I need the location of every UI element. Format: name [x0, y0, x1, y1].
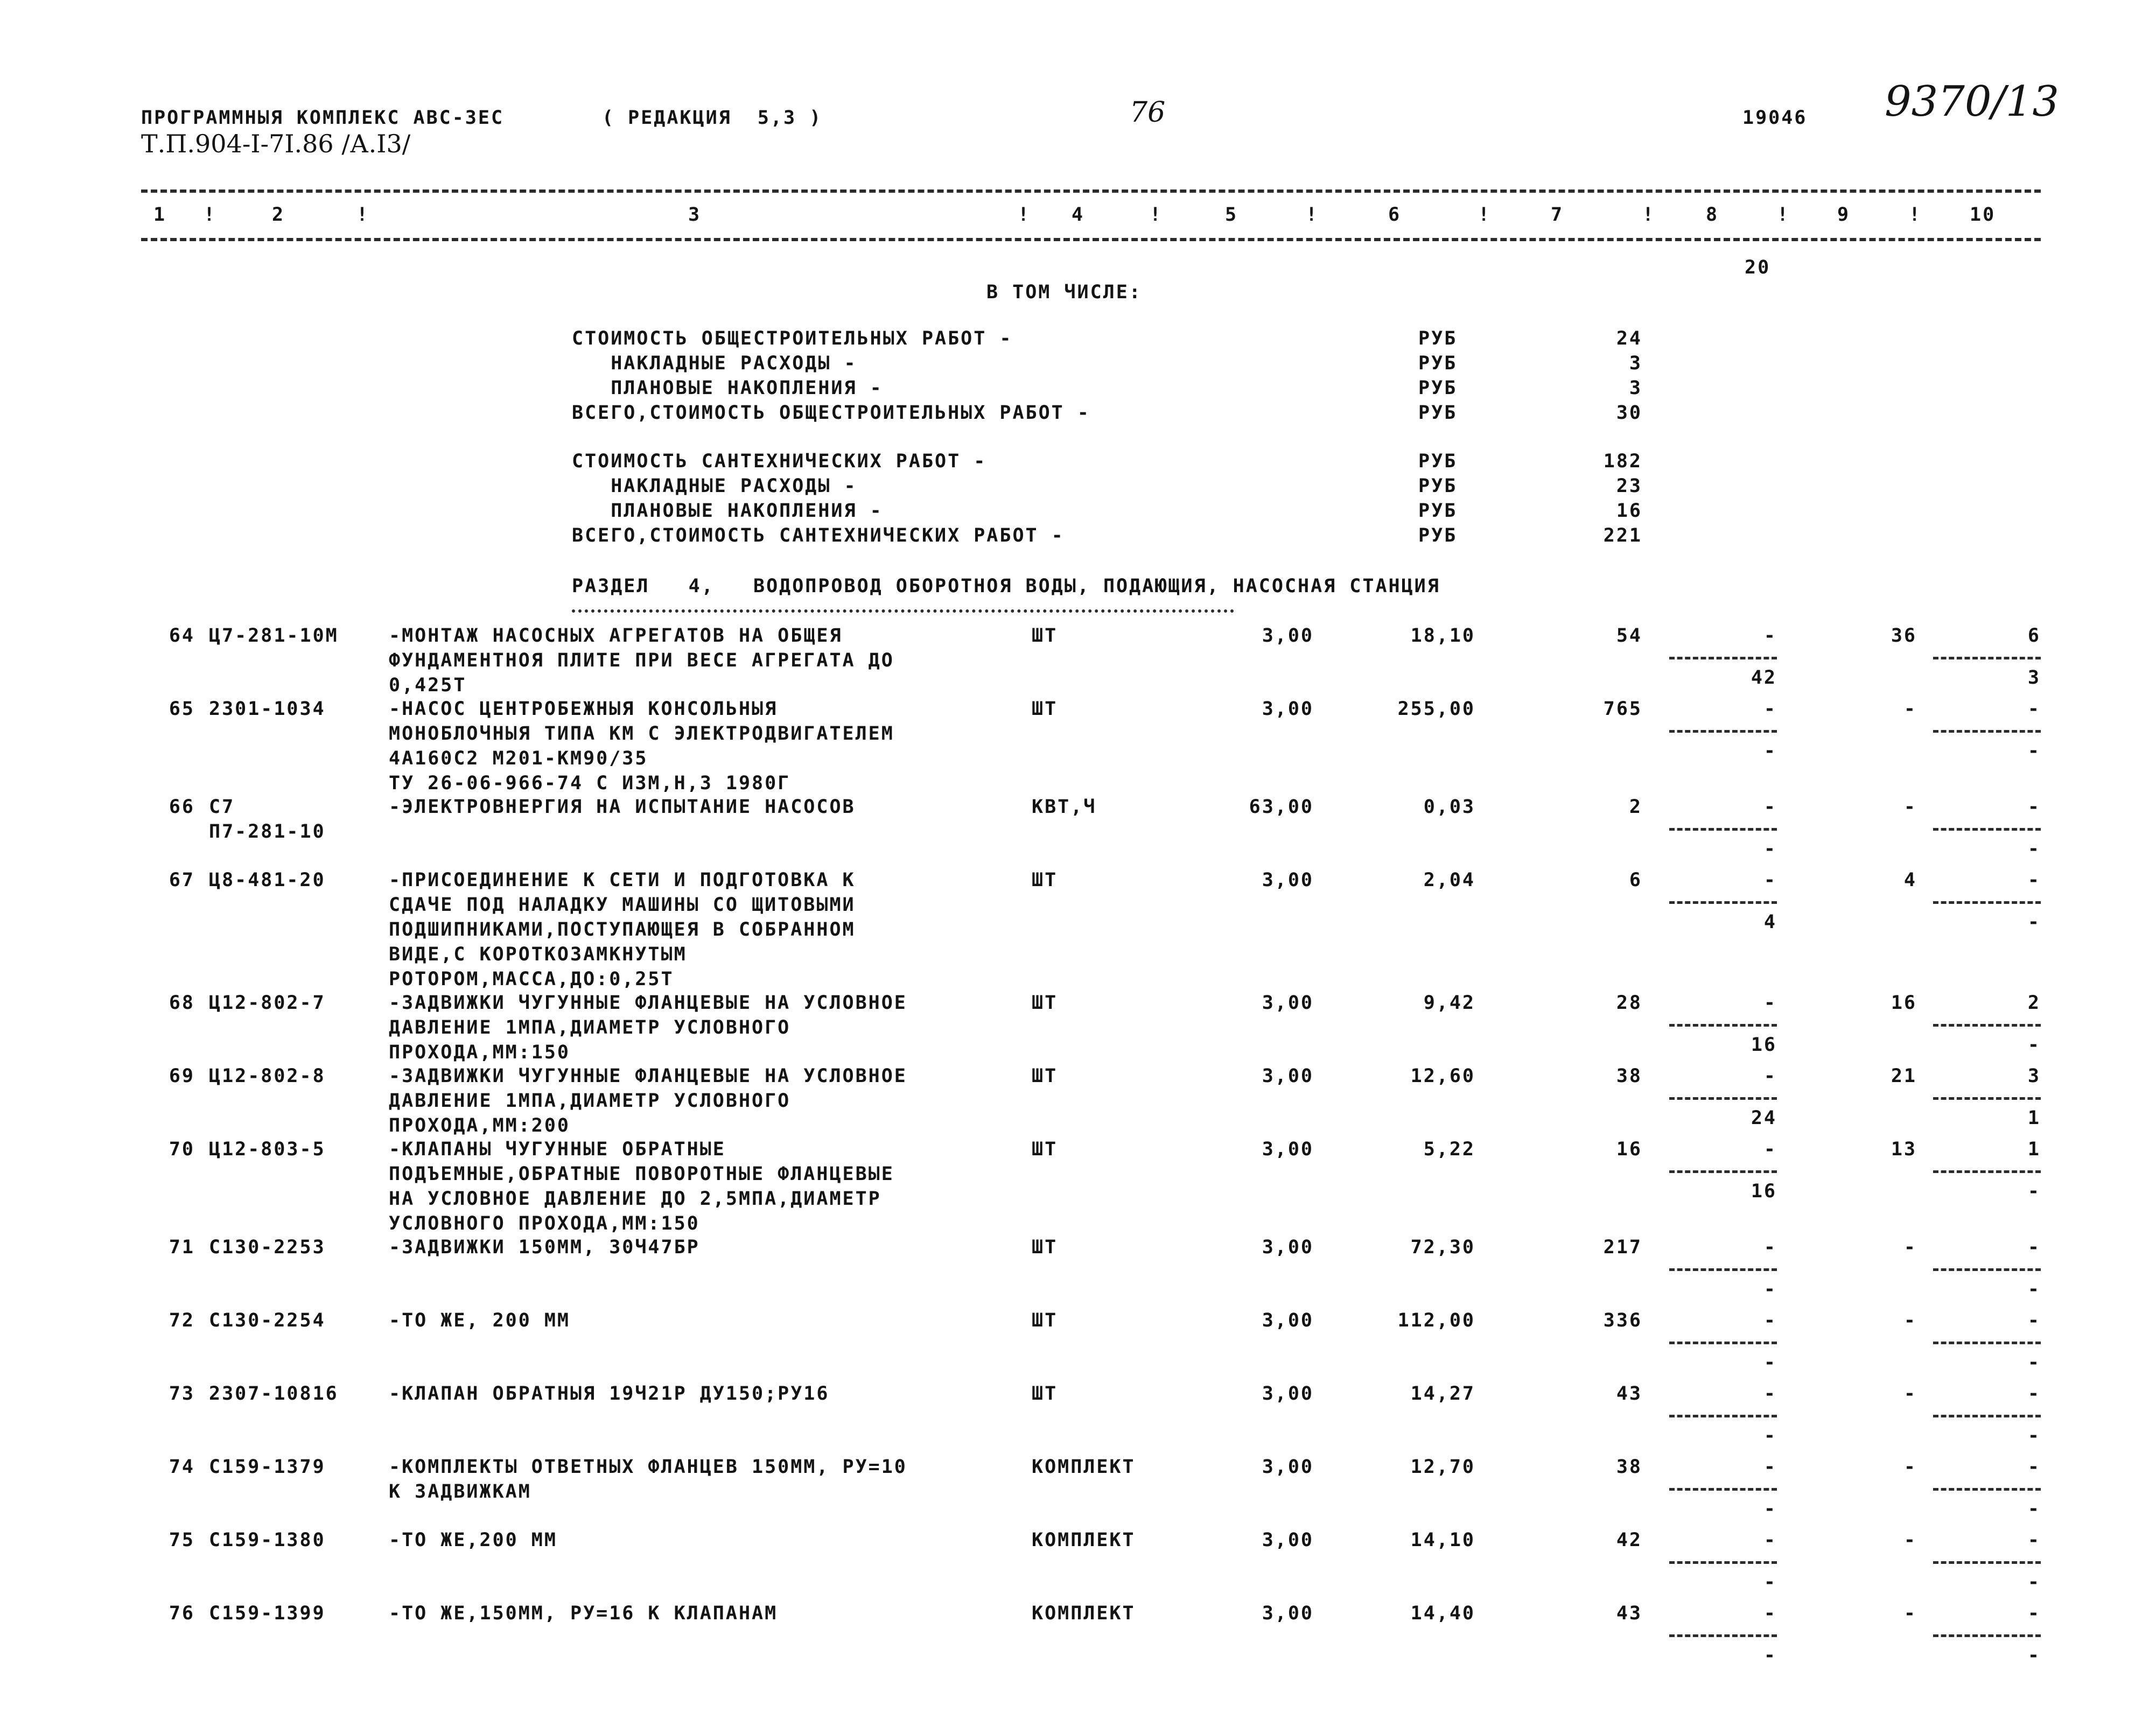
item-description: -ПРИСОЕДИНЕНИЕ К СЕТИ И ПОДГОТОВКА К: [389, 869, 856, 891]
col10-value: -: [2027, 869, 2041, 891]
item-number: 67: [169, 869, 195, 891]
summary-label: СТОИМОСТЬ САНТЕХНИЧЕСКИХ РАБОТ -: [572, 451, 987, 472]
col9-value: -: [1903, 1310, 1917, 1331]
col8-value: -: [1763, 1603, 1777, 1624]
item-description: НА УСЛОВНОЕ ДАВЛЕНИЕ ДО 2,5МПА,ДИАМЕТР: [389, 1188, 881, 1210]
top-rule: [141, 189, 2041, 193]
summary-value: 23: [1616, 475, 1642, 497]
summary-unit: РУБ: [1418, 377, 1458, 399]
col8-divider: [1669, 1268, 1777, 1271]
item-unit-price: 18,10: [1410, 625, 1475, 647]
item-unit: ШТ: [1032, 698, 1058, 720]
item-description: -МОНТАЖ НАСОСНЫХ АГРЕГАТОВ НА ОБЩЕЯ: [389, 625, 843, 647]
item-description: К ЗАДВИЖКАМ: [389, 1481, 531, 1503]
col8-value: -: [1763, 869, 1777, 891]
col-7: 7: [1551, 204, 1564, 226]
item-quantity: 63,00: [1249, 796, 1314, 818]
col8-lower-value: -: [1763, 1498, 1777, 1520]
item-quantity: 3,00: [1262, 1529, 1314, 1551]
summary-value: 3: [1629, 377, 1642, 399]
col10-lower-value: -: [2027, 1352, 2041, 1373]
section-underline: [572, 609, 1234, 613]
col-sep: !: [1150, 204, 1163, 226]
item-total: 336: [1603, 1310, 1642, 1331]
col8-lower-value: -: [1763, 1352, 1777, 1373]
item-total: 54: [1616, 625, 1642, 647]
col-sep: !: [1777, 204, 1790, 226]
col8-value: -: [1763, 1529, 1777, 1551]
item-unit: КОМПЛЕКТ: [1032, 1529, 1136, 1551]
item-unit-price: 12,60: [1410, 1065, 1475, 1087]
item-code: Ц12-803-5: [209, 1139, 326, 1160]
item-code: С159-1379: [209, 1456, 326, 1478]
col10-value: -: [2027, 1529, 2041, 1551]
summary-value: 182: [1603, 451, 1642, 472]
item-unit: КОМПЛЕКТ: [1032, 1603, 1136, 1624]
item-unit-price: 12,70: [1410, 1456, 1475, 1478]
item-description: -ЭЛЕКТРОВНЕРГИЯ НА ИСПЫТАНИЕ НАСОСОВ: [389, 796, 856, 818]
col-sep: !: [1018, 204, 1031, 226]
col8-value: -: [1763, 1456, 1777, 1478]
item-quantity: 3,00: [1262, 1310, 1314, 1331]
col-sep: !: [1642, 204, 1656, 226]
item-total: 38: [1616, 1456, 1642, 1478]
document-code: Т.П.904-I-7I.86 /А.I3/: [141, 129, 411, 158]
col10-value: -: [2027, 698, 2041, 720]
item-quantity: 3,00: [1262, 1237, 1314, 1258]
col9-value: 4: [1903, 869, 1917, 891]
col10-divider: [1933, 1097, 2041, 1100]
item-description: УСЛОВНОГО ПРОХОДА,ММ:150: [389, 1213, 700, 1234]
col10-divider: [1933, 1024, 2041, 1027]
col-6: 6: [1388, 204, 1402, 226]
summary-value: 221: [1603, 525, 1642, 546]
item-quantity: 3,00: [1262, 992, 1314, 1014]
item-unit: КВТ,Ч: [1032, 796, 1097, 818]
summary-unit: РУБ: [1418, 500, 1458, 522]
item-quantity: 3,00: [1262, 1383, 1314, 1405]
item-code: С130-2253: [209, 1237, 326, 1258]
col10-lower-value: -: [2027, 1034, 2041, 1056]
item-unit: ШТ: [1032, 625, 1058, 647]
item-description: -КОМПЛЕКТЫ ОТВЕТНЫХ ФЛАНЦЕВ 150ММ, РУ=10: [389, 1456, 907, 1478]
col10-divider: [1933, 1561, 2041, 1564]
item-unit: ШТ: [1032, 1065, 1058, 1087]
summary-value: 3: [1629, 353, 1642, 374]
col10-lower-value: -: [2027, 1645, 2041, 1666]
item-total: 28: [1616, 992, 1642, 1014]
col8-lower-value: -: [1763, 1279, 1777, 1300]
col10-lower-value: -: [2027, 911, 2041, 933]
item-total: 43: [1616, 1603, 1642, 1624]
item-unit-price: 14,40: [1410, 1603, 1475, 1624]
col10-divider: [1933, 1342, 2041, 1344]
col8-divider: [1669, 901, 1777, 904]
item-unit: ШТ: [1032, 1237, 1058, 1258]
item-description: -ЗАДВИЖКИ ЧУГУННЫЕ ФЛАНЦЕВЫЕ НА УСЛОВНОЕ: [389, 1065, 907, 1087]
col10-lower-value: -: [2027, 1571, 2041, 1593]
summary-label: СТОИМОСТЬ ОБЩЕСТРОИТЕЛЬНЫХ РАБОТ -: [572, 328, 1013, 349]
item-description: ВИДЕ,С КОРОТКОЗАМКНУТЫМ: [389, 944, 687, 965]
summary-label: ВСЕГО,СТОИМОСТЬ ОБЩЕСТРОИТЕЛЬНЫХ РАБОТ -: [572, 402, 1090, 424]
col10-lower-value: -: [2027, 1181, 2041, 1202]
col8-value: -: [1763, 1065, 1777, 1087]
col8-value: -: [1763, 698, 1777, 720]
col9-value: -: [1903, 796, 1917, 818]
summary-value: 24: [1616, 328, 1642, 349]
item-description: -ТО ЖЕ,150ММ, РУ=16 К КЛАПАНАМ: [389, 1603, 778, 1624]
col10-value: -: [2027, 1237, 2041, 1258]
item-unit-price: 5,22: [1423, 1139, 1475, 1160]
col-10: 10: [1970, 204, 1996, 226]
col8-lower-value: 42: [1751, 667, 1777, 689]
col8-value: -: [1763, 796, 1777, 818]
col-9: 9: [1837, 204, 1851, 226]
item-description: -ЗАДВИЖКИ ЧУГУННЫЕ ФЛАНЦЕВЫЕ НА УСЛОВНОЕ: [389, 992, 907, 1014]
summary-unit: РУБ: [1418, 402, 1458, 424]
col-sep: !: [1478, 204, 1492, 226]
col10-lower-value: -: [2027, 1425, 2041, 1447]
item-quantity: 3,00: [1262, 1456, 1314, 1478]
item-code: Ц12-802-8: [209, 1065, 326, 1087]
item-description: СДАЧЕ ПОД НАЛАДКУ МАШИНЫ СО ЩИТОВЫМИ: [389, 894, 856, 916]
summary-unit: РУБ: [1418, 328, 1458, 349]
item-code: Ц7-281-10М: [209, 625, 339, 647]
col9-value: -: [1903, 1456, 1917, 1478]
col-1: 1: [153, 204, 167, 226]
col10-lower-value: -: [2027, 740, 2041, 762]
col10-value: 1: [2027, 1139, 2041, 1160]
col-sep: !: [356, 204, 370, 226]
item-unit-price: 0,03: [1423, 796, 1475, 818]
col8-divider: [1669, 1488, 1777, 1491]
col8-lower-value: -: [1763, 740, 1777, 762]
col8-lower-value: -: [1763, 1425, 1777, 1447]
col8-lower-value: -: [1763, 1645, 1777, 1666]
col8-value: -: [1763, 992, 1777, 1014]
item-total: 765: [1603, 698, 1642, 720]
col-3: 3: [688, 204, 702, 226]
col10-divider: [1933, 1268, 2041, 1271]
col10-divider: [1933, 1488, 2041, 1491]
summary-unit: РУБ: [1418, 353, 1458, 374]
item-description: -ТО ЖЕ, 200 ММ: [389, 1310, 571, 1331]
item-description: -ТО ЖЕ,200 ММ: [389, 1529, 557, 1551]
item-code: 2301-1034: [209, 698, 326, 720]
top-value: 20: [1745, 257, 1771, 278]
item-number: 73: [169, 1383, 195, 1405]
program-name: ПРОГРАММНЫЯ КОМПЛЕКС АВС-ЗЕС: [141, 107, 505, 129]
item-number: 69: [169, 1065, 195, 1087]
item-description: ФУНДАМЕНТНОЯ ПЛИТЕ ПРИ ВЕСЕ АГРЕГАТА ДО: [389, 650, 894, 671]
item-description: 4А160С2 М201-КМ90/35: [389, 748, 648, 769]
subtitle: В ТОМ ЧИСЛЕ:: [986, 282, 1142, 303]
col8-lower-value: 24: [1751, 1107, 1777, 1129]
item-unit-price: 14,10: [1410, 1529, 1475, 1551]
col10-value: -: [2027, 1310, 2041, 1331]
col-8: 8: [1706, 204, 1719, 226]
item-code: С7: [209, 796, 235, 818]
item-description: ПОДШИПНИКАМИ,ПОСТУПАЮЩЕЯ В СОБРАННОМ: [389, 919, 856, 940]
col8-divider: [1669, 1097, 1777, 1100]
item-total: 2: [1629, 796, 1642, 818]
item-unit: ШТ: [1032, 869, 1058, 891]
item-number: 65: [169, 698, 195, 720]
col10-divider: [1933, 657, 2041, 659]
item-code: П7-281-10: [209, 821, 326, 843]
col8-value: -: [1763, 1310, 1777, 1331]
section-title: РАЗДЕЛ 4, ВОДОПРОВОД ОБОРОТНОЯ ВОДЫ, ПОДАЮЩИЯ, НАСОСНАЯ СТАНЦИЯ: [572, 575, 1440, 597]
item-number: 70: [169, 1139, 195, 1160]
item-number: 76: [169, 1603, 195, 1624]
col8-divider: [1669, 1634, 1777, 1637]
col10-divider: [1933, 1170, 2041, 1173]
item-code: С159-1399: [209, 1603, 326, 1624]
program-edition: ( РЕДАКЦИЯ 5,3 ): [602, 107, 823, 129]
item-number: 71: [169, 1237, 195, 1258]
col8-divider: [1669, 828, 1777, 831]
item-quantity: 3,00: [1262, 625, 1314, 647]
item-quantity: 3,00: [1262, 1603, 1314, 1624]
col10-divider: [1933, 1634, 2041, 1637]
col8-divider: [1669, 1024, 1777, 1027]
summary-label: ПЛАНОВЫЕ НАКОПЛЕНИЯ -: [572, 500, 883, 522]
item-quantity: 3,00: [1262, 1139, 1314, 1160]
col8-lower-value: -: [1763, 838, 1777, 860]
handwritten-number: 9370/13: [1885, 78, 2060, 126]
col10-value: -: [2027, 1383, 2041, 1405]
item-unit: КОМПЛЕКТ: [1032, 1456, 1136, 1478]
col10-lower-value: 3: [2027, 667, 2041, 689]
summary-label: НАКЛАДНЫЕ РАСХОДЫ -: [572, 475, 857, 497]
item-unit-price: 2,04: [1423, 869, 1475, 891]
col-5: 5: [1225, 204, 1238, 226]
col-sep: !: [204, 204, 217, 226]
col8-value: -: [1763, 1237, 1777, 1258]
item-description: ПРОХОДА,ММ:200: [389, 1115, 571, 1136]
col9-value: 36: [1891, 625, 1917, 647]
col9-value: 16: [1891, 992, 1917, 1014]
summary-unit: РУБ: [1418, 451, 1458, 472]
summary-value: 16: [1616, 500, 1642, 522]
col10-lower-value: -: [2027, 1279, 2041, 1300]
col10-lower-value: 1: [2027, 1107, 2041, 1129]
col10-value: 2: [2027, 992, 2041, 1014]
item-quantity: 3,00: [1262, 698, 1314, 720]
col8-value: -: [1763, 1139, 1777, 1160]
col9-value: -: [1903, 1529, 1917, 1551]
col10-lower-value: -: [2027, 838, 2041, 860]
col9-value: -: [1903, 698, 1917, 720]
item-description: -КЛАПАНЫ ЧУГУННЫЕ ОБРАТНЫЕ: [389, 1139, 726, 1160]
item-quantity: 3,00: [1262, 1065, 1314, 1087]
item-description: ПОДЪЕМНЫЕ,ОБРАТНЫЕ ПОВОРОТНЫЕ ФЛАНЦЕВЫЕ: [389, 1163, 894, 1185]
col8-divider: [1669, 657, 1777, 659]
col10-value: 6: [2027, 625, 2041, 647]
col9-value: -: [1903, 1237, 1917, 1258]
item-number: 64: [169, 625, 195, 647]
col8-lower-value: 16: [1751, 1181, 1777, 1202]
summary-unit: РУБ: [1418, 525, 1458, 546]
item-unit-price: 9,42: [1423, 992, 1475, 1014]
col9-value: 13: [1891, 1139, 1917, 1160]
item-total: 6: [1629, 869, 1642, 891]
summary-label: ПЛАНОВЫЕ НАКОПЛЕНИЯ -: [572, 377, 883, 399]
item-code: Ц12-802-7: [209, 992, 326, 1014]
col8-value: -: [1763, 1383, 1777, 1405]
item-code: 2307-10816: [209, 1383, 339, 1405]
col8-lower-value: -: [1763, 1571, 1777, 1593]
item-code: С130-2254: [209, 1310, 326, 1331]
item-quantity: 3,00: [1262, 869, 1314, 891]
col8-divider: [1669, 1415, 1777, 1417]
item-total: 43: [1616, 1383, 1642, 1405]
page-number: 76: [1130, 96, 1166, 129]
header-rule: [141, 238, 2041, 241]
summary-label: ВСЕГО,СТОИМОСТЬ САНТЕХНИЧЕСКИХ РАБОТ -: [572, 525, 1065, 546]
item-unit: ШТ: [1032, 1139, 1058, 1160]
col-sep: !: [1306, 204, 1319, 226]
item-description: ПРОХОДА,ММ:150: [389, 1042, 571, 1063]
item-description: ТУ 26-06-966-74 С ИЗМ,Н,3 1980Г: [389, 773, 791, 794]
item-unit-price: 255,00: [1397, 698, 1475, 720]
item-description: ДАВЛЕНИЕ 1МПА,ДИАМЕТР УСЛОВНОГО: [389, 1017, 791, 1038]
col8-lower-value: 16: [1751, 1034, 1777, 1056]
col8-value: -: [1763, 625, 1777, 647]
col-sep: !: [1909, 204, 1922, 226]
col9-value: 21: [1891, 1065, 1917, 1087]
col8-divider: [1669, 1561, 1777, 1564]
item-unit-price: 14,27: [1410, 1383, 1475, 1405]
item-code: Ц8-481-20: [209, 869, 326, 891]
item-unit-price: 112,00: [1397, 1310, 1475, 1331]
item-number: 68: [169, 992, 195, 1014]
item-description: -НАСОС ЦЕНТРОБЕЖНЫЯ КОНСОЛЬНЫЯ: [389, 698, 778, 720]
item-number: 75: [169, 1529, 195, 1551]
item-code: С159-1380: [209, 1529, 326, 1551]
summary-label: НАКЛАДНЫЕ РАСХОДЫ -: [572, 353, 857, 374]
col8-divider: [1669, 1342, 1777, 1344]
item-description: РОТОРОМ,МАССА,ДО:0,25Т: [389, 968, 674, 990]
item-description: МОНОБЛОЧНЫЯ ТИПА КМ С ЭЛЕКТРОДВИГАТЕЛЕМ: [389, 723, 894, 745]
col10-divider: [1933, 901, 2041, 904]
col8-lower-value: 4: [1763, 911, 1777, 933]
col-4: 4: [1072, 204, 1085, 226]
item-number: 72: [169, 1310, 195, 1331]
col10-lower-value: -: [2027, 1498, 2041, 1520]
col10-value: 3: [2027, 1065, 2041, 1087]
sheet-number: 19046: [1742, 107, 1808, 129]
col10-divider: [1933, 1415, 2041, 1417]
col10-divider: [1933, 828, 2041, 831]
item-number: 66: [169, 796, 195, 818]
item-total: 38: [1616, 1065, 1642, 1087]
col-2: 2: [272, 204, 285, 226]
col10-value: -: [2027, 1603, 2041, 1624]
item-total: 16: [1616, 1139, 1642, 1160]
summary-unit: РУБ: [1418, 475, 1458, 497]
item-total: 42: [1616, 1529, 1642, 1551]
item-unit: ШТ: [1032, 992, 1058, 1014]
col8-divider: [1669, 730, 1777, 733]
item-number: 74: [169, 1456, 195, 1478]
item-unit-price: 72,30: [1410, 1237, 1475, 1258]
item-unit: ШТ: [1032, 1310, 1058, 1331]
col10-value: -: [2027, 1456, 2041, 1478]
item-description: ДАВЛЕНИЕ 1МПА,ДИАМЕТР УСЛОВНОГО: [389, 1090, 791, 1112]
item-unit: ШТ: [1032, 1383, 1058, 1405]
col8-divider: [1669, 1170, 1777, 1173]
col9-value: -: [1903, 1383, 1917, 1405]
col9-value: -: [1903, 1603, 1917, 1624]
col10-divider: [1933, 730, 2041, 733]
item-description: -КЛАПАН ОБРАТНЫЯ 19Ч21Р ДУ150;РУ16: [389, 1383, 830, 1405]
item-description: -ЗАДВИЖКИ 150ММ, 30Ч47БР: [389, 1237, 700, 1258]
item-description: 0,425Т: [389, 675, 467, 696]
col10-value: -: [2027, 796, 2041, 818]
item-total: 217: [1603, 1237, 1642, 1258]
summary-value: 30: [1616, 402, 1642, 424]
